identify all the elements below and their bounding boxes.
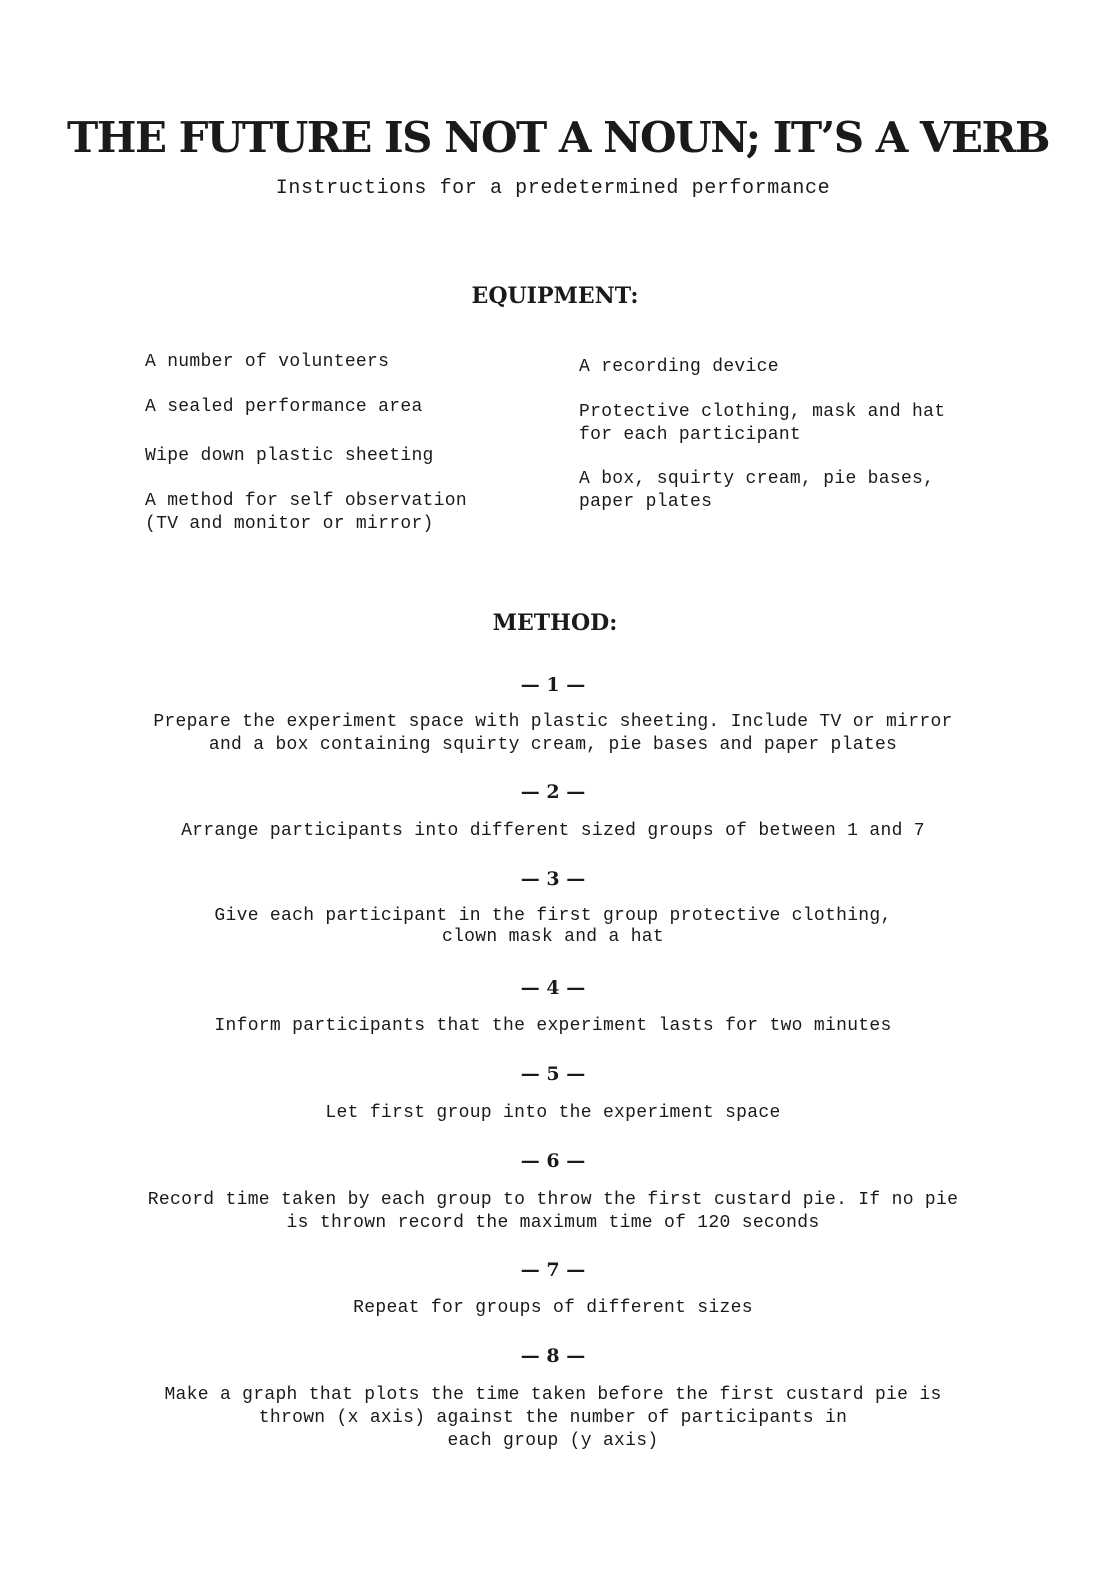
equipment-item: Wipe down plastic sheeting: [145, 446, 434, 466]
equipment-item: A recording device: [579, 357, 779, 377]
step-number: — 3 —: [520, 868, 586, 890]
step-number: — 2 —: [520, 781, 586, 803]
step-text: Prepare the experiment space with plastic sheeting. Include TV or mirror and a box containing squirty cream, pie bases and paper plates: [153, 712, 953, 755]
equipment-heading: EQUIPMENT:: [471, 283, 639, 309]
equipment-item: Protective clothing, mask and hat for each participant: [579, 402, 946, 445]
equipment-item: A method for self observation (TV and monitor or mirror): [145, 491, 467, 534]
step-text: Give each participant in the first group protective clothing, clown mask and a hat: [214, 906, 892, 947]
document-title: THE FUTURE IS NOT A NOUN; IT’S A VERB: [67, 113, 1049, 162]
step-text: Arrange participants into different sized groups of between 1 and 7: [181, 821, 925, 841]
method-heading: METHOD:: [492, 610, 618, 636]
equipment-item: A box, squirty cream, pie bases, paper plates: [579, 469, 935, 512]
step-number: — 7 —: [520, 1259, 586, 1281]
step-number: — 6 —: [520, 1150, 586, 1172]
step-number: — 1 —: [520, 674, 586, 696]
step-text: Record time taken by each group to throw the first custard pie. If no pie is thrown record the maximum time of 120 seconds: [147, 1190, 959, 1233]
equipment-item: A sealed performance area: [145, 397, 423, 417]
step-text: Make a graph that plots the time taken before the first custard pie is thrown (x axis) against the number of participants in each group (y axis): [164, 1385, 942, 1451]
step-number: — 8 —: [520, 1345, 586, 1367]
document-subtitle: Instructions for a predetermined performance: [275, 177, 831, 200]
equipment-item: A number of volunteers: [145, 352, 390, 372]
step-number: — 5 —: [520, 1063, 586, 1085]
step-text: Let first group into the experiment space: [325, 1103, 781, 1123]
step-text: Inform participants that the experiment lasts for two minutes: [214, 1016, 892, 1036]
step-number: — 4 —: [520, 977, 586, 999]
step-text: Repeat for groups of different sizes: [353, 1298, 753, 1318]
